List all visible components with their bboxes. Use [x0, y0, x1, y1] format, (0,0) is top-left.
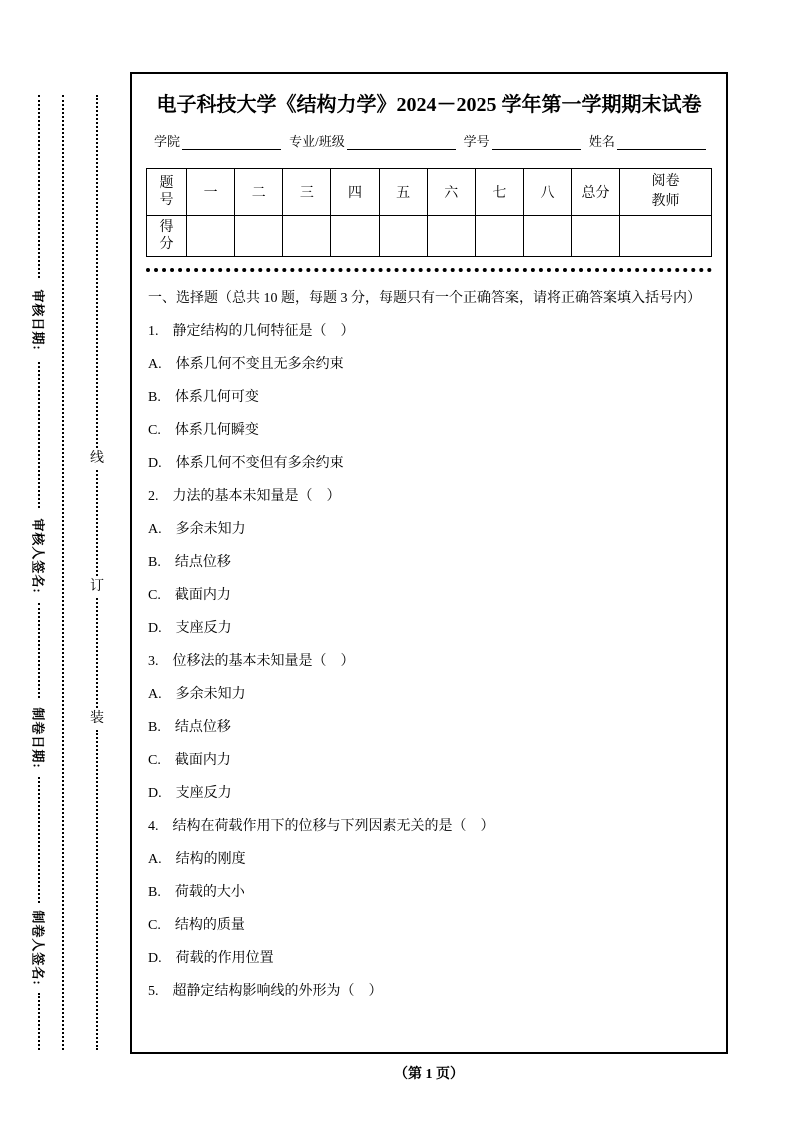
- student-info-row: [152, 131, 706, 150]
- exam-body: [146, 288, 712, 1002]
- score-cell-empty: [427, 216, 475, 257]
- score-table-header-row: [147, 169, 712, 216]
- seal-label-making-date: [28, 698, 50, 777]
- field-blank-college: [182, 134, 281, 150]
- score-cell-empty: [572, 216, 620, 257]
- dotted-segment: [38, 362, 40, 508]
- field-label-name: 姓名: [588, 134, 615, 149]
- field-label-major-class: 专业/班级: [289, 134, 345, 149]
- dotted-segment: [38, 777, 40, 903]
- cell-section-6: 六: [427, 169, 475, 216]
- seal-label-review-date: [28, 278, 50, 362]
- question-2-option-a: A. 多余未知力: [148, 522, 246, 537]
- cell-section-4: 四: [331, 169, 379, 216]
- binding-char: 装: [90, 710, 104, 726]
- cell-grader-label: [620, 169, 712, 216]
- cell-total-score-label: 总分: [572, 169, 620, 216]
- question-2-option-d: D. 支座反力: [148, 621, 232, 636]
- score-cell-empty: [187, 216, 235, 257]
- binding-dotted-line-middle: [62, 95, 64, 1050]
- cell-section-7: 七: [475, 169, 523, 216]
- question-1-stem: 1. 静定结构的几何特征是（ ）: [148, 324, 355, 339]
- question-4-option-c: C. 结构的质量: [148, 918, 245, 933]
- binding-char: 线: [90, 451, 104, 467]
- score-cell-empty: [379, 216, 427, 257]
- section-title: 一、选择题（总共 10 题，每题 3 分，每题只有一个正确答案，请将正确答案填入括号内）: [148, 291, 701, 306]
- cell-score-label: [147, 216, 187, 257]
- score-cell-empty: [331, 216, 379, 257]
- question-2-option-b: B. 结点位移: [148, 555, 231, 570]
- score-cell-empty: [235, 216, 283, 257]
- field-blank-student-id: [492, 134, 581, 150]
- question-2-option-c: C. 截面内力: [148, 588, 231, 603]
- question-3-stem: 3. 位移法的基本未知量是（ ）: [148, 654, 355, 669]
- cell-section-5: 五: [379, 169, 427, 216]
- seal-label-maker-signature: [28, 903, 50, 993]
- seal-label-reviewer-signature: [28, 508, 50, 603]
- score-table-score-row: [147, 216, 712, 257]
- cell-text: 题号: [159, 175, 174, 208]
- field-label-student-id: 学号: [463, 134, 490, 149]
- dotted-segment: [96, 598, 98, 708]
- question-2-stem: 2. 力法的基本未知量是（ ）: [148, 489, 341, 504]
- score-table: [146, 168, 712, 257]
- seal-label-text: 审核日期:: [30, 289, 46, 351]
- cell-question-number-label: [147, 169, 187, 216]
- score-cell-empty: [620, 216, 712, 257]
- question-3-option-b: B. 结点位移: [148, 720, 231, 735]
- question-3-option-c: C. 截面内力: [148, 753, 231, 768]
- question-1-option-c: C. 体系几何瞬变: [148, 423, 259, 438]
- question-3-option-a: A. 多余未知力: [148, 687, 246, 702]
- question-4-option-a: A. 结构的刚度: [148, 852, 246, 867]
- seal-label-text: 审核人签名:: [30, 517, 46, 594]
- question-5-stem: 5. 超静定结构影响线的外形为（ ）: [148, 984, 383, 999]
- dotted-segment: [96, 730, 98, 1050]
- question-1-option-d: D. 体系几何不变但有多余约束: [148, 456, 344, 471]
- seal-label-text: 制卷日期:: [30, 706, 46, 769]
- cell-section-1: 一: [187, 169, 235, 216]
- question-3-option-d: D. 支座反力: [148, 786, 232, 801]
- question-4-stem: 4. 结构在荷载作用下的位移与下列因素无关的是（ ）: [148, 819, 495, 834]
- question-1-option-a: A. 体系几何不变且无多余约束: [148, 357, 344, 372]
- score-cell-empty: [523, 216, 571, 257]
- dotted-separator: [146, 268, 712, 272]
- page-number: （第 1 页）: [394, 1067, 464, 1082]
- binding-char: 订: [90, 578, 104, 594]
- question-1-option-b: B. 体系几何可变: [148, 390, 259, 405]
- score-cell-empty: [475, 216, 523, 257]
- cell-section-3: 三: [283, 169, 331, 216]
- question-4-option-b: B. 荷载的大小: [148, 885, 245, 900]
- binding-line-column: [86, 95, 108, 1050]
- dotted-segment: [96, 470, 98, 575]
- dotted-segment: [38, 993, 40, 1050]
- cell-text: 阅卷教师: [651, 174, 680, 209]
- field-blank-major-class: [347, 134, 456, 150]
- question-4-option-d: D. 荷载的作用位置: [148, 951, 274, 966]
- exam-title: 电子科技大学《结构力学》2024－2025 学年第一学期期末试卷: [156, 94, 702, 116]
- exam-paper-box: [130, 72, 728, 1054]
- field-label-college: 学院: [154, 134, 181, 149]
- dotted-segment: [96, 95, 98, 448]
- dotted-segment: [38, 95, 40, 278]
- dotted-segment: [38, 603, 40, 698]
- cell-section-8: 八: [523, 169, 571, 216]
- seal-label-text: 制卷人签名:: [30, 910, 46, 986]
- cell-text: 得分: [159, 219, 174, 252]
- cell-section-2: 二: [235, 169, 283, 216]
- seal-labels-column: [28, 95, 50, 1050]
- field-blank-name: [617, 134, 706, 150]
- score-cell-empty: [283, 216, 331, 257]
